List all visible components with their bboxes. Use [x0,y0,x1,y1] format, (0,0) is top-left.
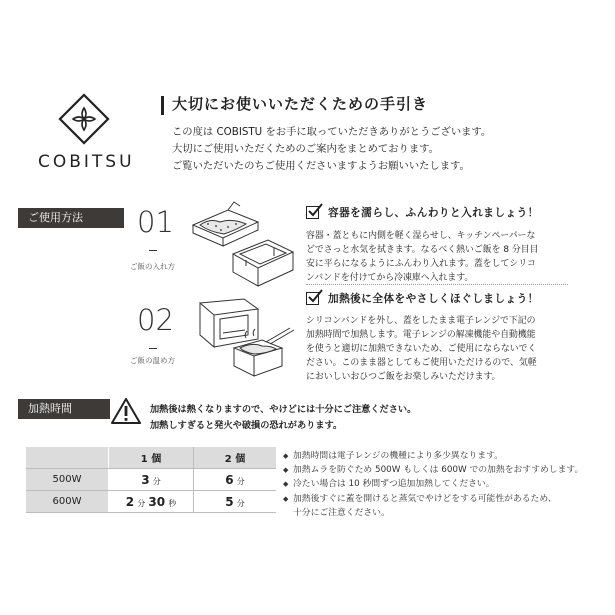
instruction-body [306,229,538,285]
brand-logo [38,92,135,182]
section-tag-usage: ご使用方法 [18,208,124,228]
brand-name: COBITSU [38,152,135,172]
title-accent-bar [161,96,164,115]
table-header-cell: 2 個 [194,447,277,469]
bullet-icon: ◆ [283,466,289,475]
note-item: 十分にご注意ください。 [293,507,390,518]
time-unit: 分 [152,476,161,486]
instruction-line: 加熱時間で加熱します。電子レンジの解凍機能や自動機能 [306,330,536,340]
intro-line: 大切にご使用いただくためのご案内をまとめております。 [172,143,439,155]
table-header-cell: 1 個 [109,447,194,469]
table-header-row [26,447,276,469]
warning-icon [110,397,142,425]
intro-line: ご覧いただいたのちご使用くださいますようお願いいたします。 [172,160,470,172]
warning-line: 加熱後は熱くなりますので、やけどには十分にご注意ください。 [150,404,417,415]
instruction-line: シリコンバンドを外し、蓋をしたまま電子レンジで下記の [306,316,536,326]
note-item: ◆ 加熱後すぐに蓋を開けると蒸気でやけどをする可能性があるため、 [283,492,583,506]
container-fill-illustration [188,200,298,292]
warning-text [150,402,416,434]
table-row [26,469,276,491]
instruction-heading: 加熱後に全体をやさしくほぐしましょう！ [328,293,539,305]
time-value: 5 [225,494,234,509]
bullet-icon: ◆ [283,480,289,489]
dotted-divider [306,284,568,285]
time-value: 3 [141,472,150,487]
wattage-cell: 500W [26,469,109,491]
time-value: 2 [125,494,135,509]
time-cell [109,469,194,491]
time-unit: 分 [137,498,146,508]
instruction-line: ださい。このまま器としてもご使用いただけるので、気軽 [306,358,537,368]
instruction-line: どでさっと水気を拭きます。なるべく熱いご飯を 8 分目目 [306,245,539,255]
time-unit: 分 [236,476,245,486]
step-caption: ご飯の温め方 [130,356,175,365]
heating-time-table [26,447,276,513]
logo-mark-icon [57,92,111,146]
time-value: 6 [225,472,234,487]
instruction-line: 安に平らになるようにふんわり入れます。蓋をしてシリコ [306,259,536,269]
instruction-line: を使うと適切に加熱できないため、ご使用にならないでく [306,344,537,354]
step-divider [149,348,157,349]
note-item: ◆ 冷たい場合は 10 秒間ずつ追加加熱してください。 [283,477,583,491]
time-cell [194,491,277,513]
step-number: 01 [137,205,174,239]
time-unit: 分 [236,498,245,508]
intro-line: この度は COBISTU をお手に取っていただきありがとうございます。 [172,126,492,138]
intro-text [172,124,491,175]
table-row [26,491,276,513]
step-divider [149,250,157,251]
section-tag-heating: 加熱時間 [18,399,110,419]
checkbox-icon [306,206,319,219]
heated-container-illustration [232,326,298,378]
bullet-icon: ◆ [283,494,289,503]
step-number: 02 [137,303,174,337]
step-caption: ご飯の入れ方 [130,262,175,271]
time-cell [109,491,194,513]
instruction-line: 容器・蓋ともに内側を軽く湿らせし、キッチンペーパーな [306,231,536,241]
checkbox-icon [306,292,319,305]
instruction-body [306,314,537,384]
instruction-line: ンバンドを付けてから冷凍庫へ入れます。 [306,273,474,283]
bullet-icon: ◆ [283,452,289,460]
time-value: 30 [148,494,166,509]
note-item: ◆ 加熱ムラを防ぐため 500W もしくは 600W での加熱をおすすめします。 [283,463,583,477]
warning-line: 加熱しすぎると発火や破損の恐れがあります。 [150,420,343,431]
instruction-line: においしいおひつご飯をお楽しみいただけます。 [306,372,501,382]
heating-notes [283,449,583,520]
wattage-cell: 600W [26,491,109,513]
table-header-cell [26,447,109,469]
time-unit: 秒 [168,498,177,508]
note-item: ◆ 加熱時間は電子レンジの機種により多少異なります。 [283,449,583,463]
time-cell [194,469,277,491]
instruction-heading: 容器を濡らし、ふんわりと入れましょう！ [328,207,539,219]
page-title: 大切にお使いいただくための手引き [172,95,429,113]
